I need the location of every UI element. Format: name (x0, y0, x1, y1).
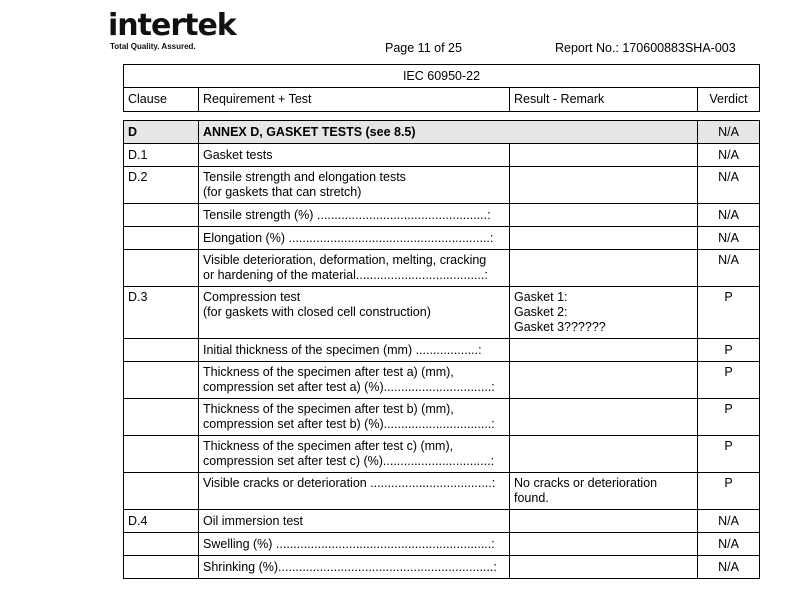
verdict-cell (698, 473, 760, 510)
clause-cell (124, 250, 199, 287)
requirement-cell (199, 436, 510, 473)
requirement-cell (199, 227, 510, 250)
clause-cell (124, 204, 199, 227)
clause-cell (124, 399, 199, 436)
result-cell (510, 510, 698, 533)
verdict-value: N/A (718, 253, 739, 267)
result-cell (510, 144, 698, 167)
clause-cell (124, 556, 199, 579)
verdict-cell (698, 204, 760, 227)
table-row (124, 227, 760, 250)
clause-cell (124, 436, 199, 473)
result-cell (510, 362, 698, 399)
annex-title: ANNEX D, GASKET TESTS (see 8.5) (199, 121, 698, 144)
verdict-value: N/A (718, 170, 739, 184)
verdict-cell (698, 339, 760, 362)
verdict-value: N/A (718, 207, 739, 222)
verdict-cell (698, 144, 760, 167)
verdict-value: N/A (718, 147, 739, 162)
result-cell (510, 339, 698, 362)
result-cell (510, 227, 698, 250)
table-row (124, 436, 760, 473)
col-requirement-header: Requirement + Test (199, 88, 510, 112)
annex-verdict: N/A (698, 121, 760, 144)
result-cell (510, 204, 698, 227)
verdict-cell (698, 533, 760, 556)
clause-number: D.4 (128, 513, 148, 528)
annex-clause: D (124, 121, 199, 144)
requirement-text: compression set after test a) (%)...............................: (203, 380, 495, 394)
gasket-test-table (123, 120, 760, 579)
requirement-cell (199, 167, 510, 204)
result-text: Gasket 2: (514, 305, 568, 319)
requirement-text: Compression test (203, 290, 301, 304)
verdict-value: P (724, 402, 733, 416)
requirement-text: Elongation (%) ..........................................................: (203, 230, 494, 245)
result-cell (510, 473, 698, 510)
clause-cell (124, 339, 199, 362)
requirement-text: Swelling (%) ..............................................................: (203, 536, 495, 551)
result-cell (510, 533, 698, 556)
table-row (124, 167, 760, 204)
page-number: Page 11 of 25 (385, 41, 462, 55)
requirement-text: Thickness of the specimen after test b) (mm), (203, 402, 454, 416)
requirement-text: Gasket tests (203, 147, 273, 162)
requirement-text: (for gaskets with closed cell construction) (203, 305, 431, 319)
result-text: Gasket 3?????? (514, 320, 606, 334)
requirement-text: Tensile strength (%) .................................................: (203, 207, 491, 222)
table-row (124, 533, 760, 556)
verdict-value: P (724, 290, 733, 304)
requirement-text: Thickness of the specimen after test c) (mm), (203, 439, 454, 453)
table-row (124, 399, 760, 436)
table-row (124, 510, 760, 533)
requirement-cell (199, 399, 510, 436)
requirement-text: Initial thickness of the specimen (mm) ..................: (203, 342, 482, 357)
result-cell (510, 250, 698, 287)
col-result-header: Result - Remark (510, 88, 698, 112)
verdict-value: N/A (718, 230, 739, 245)
clause-cell (124, 510, 199, 533)
result-text: found. (514, 491, 549, 505)
requirement-cell (199, 339, 510, 362)
logo-wordmark: intertek (108, 8, 236, 43)
table-row (124, 556, 760, 579)
verdict-value: N/A (718, 536, 739, 551)
clause-cell (124, 227, 199, 250)
requirement-text: compression set after test b) (%)...............................: (203, 417, 495, 431)
result-cell (510, 399, 698, 436)
verdict-value: N/A (718, 559, 739, 574)
table-row (124, 250, 760, 287)
table-header (123, 64, 760, 112)
clause-cell (124, 287, 199, 339)
result-cell (510, 436, 698, 473)
clause-cell (124, 144, 199, 167)
requirement-cell (199, 533, 510, 556)
requirement-text: Visible deterioration, deformation, melting, cracking (203, 253, 487, 267)
clause-number: D.3 (128, 290, 148, 304)
table-row (124, 144, 760, 167)
verdict-value: N/A (718, 513, 739, 528)
table-row (124, 287, 760, 339)
requirement-cell (199, 556, 510, 579)
result-text: No cracks or deterioration (514, 476, 658, 490)
table-row (124, 204, 760, 227)
requirement-cell (199, 250, 510, 287)
result-cell (510, 556, 698, 579)
requirement-text: (for gaskets that can stretch) (203, 185, 362, 199)
requirement-cell (199, 144, 510, 167)
requirement-cell (199, 473, 510, 510)
standard-title: IEC 60950-22 (124, 65, 760, 88)
requirement-text: Visible cracks or deterioration ...................................: (203, 476, 496, 490)
requirement-cell (199, 287, 510, 339)
verdict-cell (698, 250, 760, 287)
verdict-cell (698, 227, 760, 250)
verdict-value: P (724, 365, 733, 379)
clause-number: D.1 (128, 147, 148, 162)
requirement-text: or hardening of the material.....................................: (203, 268, 488, 282)
requirement-text: Shrinking (%)..............................................................: (203, 559, 497, 574)
requirement-cell (199, 362, 510, 399)
verdict-cell (698, 167, 760, 204)
result-text: Gasket 1: (514, 290, 568, 304)
table-row (124, 362, 760, 399)
clause-number: D.2 (128, 170, 148, 184)
requirement-text: Tensile strength and elongation tests (203, 170, 406, 184)
result-cell (510, 287, 698, 339)
verdict-value: P (724, 476, 733, 490)
clause-cell (124, 167, 199, 204)
requirement-text: Thickness of the specimen after test a) (mm), (203, 365, 454, 379)
table-row (124, 473, 760, 510)
verdict-cell (698, 287, 760, 339)
intertek-logo (108, 10, 236, 51)
requirement-cell (199, 510, 510, 533)
verdict-cell (698, 556, 760, 579)
requirement-text: Oil immersion test (203, 513, 304, 528)
report-number: Report No.: 170600883SHA-003 (555, 41, 736, 55)
logo-tagline: Total Quality. Assured. (110, 42, 196, 51)
result-cell (510, 167, 698, 204)
annex-row (124, 121, 760, 144)
verdict-value: P (724, 439, 733, 453)
col-clause-header: Clause (124, 88, 199, 112)
verdict-value: P (724, 342, 733, 357)
verdict-cell (698, 510, 760, 533)
col-verdict-header: Verdict (698, 88, 760, 112)
verdict-cell (698, 362, 760, 399)
clause-cell (124, 473, 199, 510)
clause-cell (124, 533, 199, 556)
clause-cell (124, 362, 199, 399)
requirement-text: compression set after test c) (%)...............................: (203, 454, 495, 468)
verdict-cell (698, 436, 760, 473)
requirement-cell (199, 204, 510, 227)
verdict-cell (698, 399, 760, 436)
table-row (124, 339, 760, 362)
